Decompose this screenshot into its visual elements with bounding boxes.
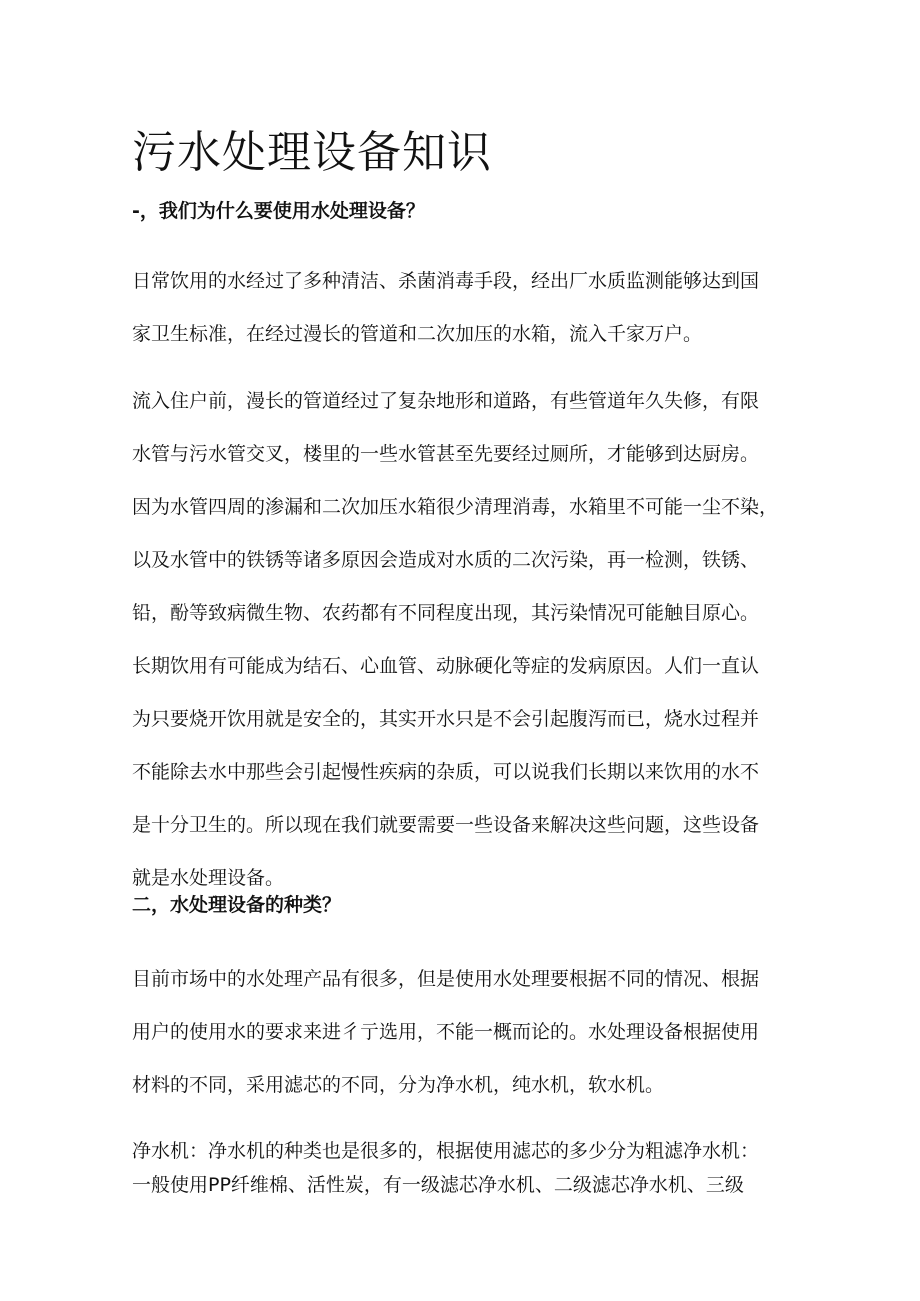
text-line: 净水机：净水机的种类也是很多的，根据使用滤芯的多少分为粗滤净水机： [132, 1140, 760, 1162]
section-2-heading: 二，水处理设备的种类？ [132, 894, 342, 916]
text-line: 铅，酚等致病微生物、农药都有不同程度出现，其污染情况可能触目原心。 [132, 602, 760, 624]
text-line: 不能除去水中那些会引起慢性疾病的杂质，可以说我们长期以来饮用的水不 [132, 761, 760, 783]
text-line: 为只要烧开饮用就是安全的，其实开水只是不会引起腹泻而已，烧水过程并 [132, 708, 760, 730]
text-line: 长期饮用有可能成为结石、心血管、动脉硬化等症的发病原因。人们一直认 [132, 655, 760, 677]
text-line: 目前市场中的水处理产品有很多，但是使用水处理要根据不同的情况、根据 [132, 968, 760, 990]
text-line: 以及水管中的铁锈等诸多原因会造成对水质的二次污染，再一检测，铁锈、 [132, 549, 760, 571]
text-line: 因为水管四周的渗漏和二次加压水箱很少清理消毒，水箱里不可能一尘不染， [132, 496, 779, 518]
page-title: 污水处理设备知识 [132, 127, 492, 178]
text-line: 一般使用PP纤维棉、活性炭，有一级滤芯净水机、二级滤芯净水机、三级 [132, 1174, 744, 1196]
section-1-heading: -，我们为什么要使用水处理设备？ [132, 200, 425, 222]
section-1-paragraph-1 [132, 255, 759, 361]
section-2-paragraph-2 [132, 1134, 759, 1202]
text-line: 材料的不同，采用滤芯的不同，分为净水机，纯水机，软水机。 [132, 1074, 665, 1096]
section-2-paragraph-1 [132, 953, 759, 1112]
section-1-paragraph-2 [132, 375, 778, 905]
text-line: 就是水处理设备。 [132, 867, 285, 889]
text-line: 水管与污水管交叉，楼里的一些水管甚至先要经过厕所，才能够到达厨房。 [132, 443, 760, 465]
text-line: 流入住户前，漫长的管道经过了复杂地形和道路，有些管道年久失修，有限 [132, 390, 760, 412]
text-line: 用户的使用水的要求来进彳亍选用，不能一概而论的。水处理设备根据使用 [132, 1021, 760, 1043]
text-line: 日常饮用的水经过了多种清洁、杀菌消毒手段，经出厂水质监测能够达到国 [132, 270, 760, 292]
text-line: 家卫生标准，在经过漫长的管道和二次加压的水箱，流入千家万户。 [132, 323, 703, 345]
text-line: 是十分卫生的。所以现在我们就要需要一些设备来解决这些问题，这些设备 [132, 814, 760, 836]
